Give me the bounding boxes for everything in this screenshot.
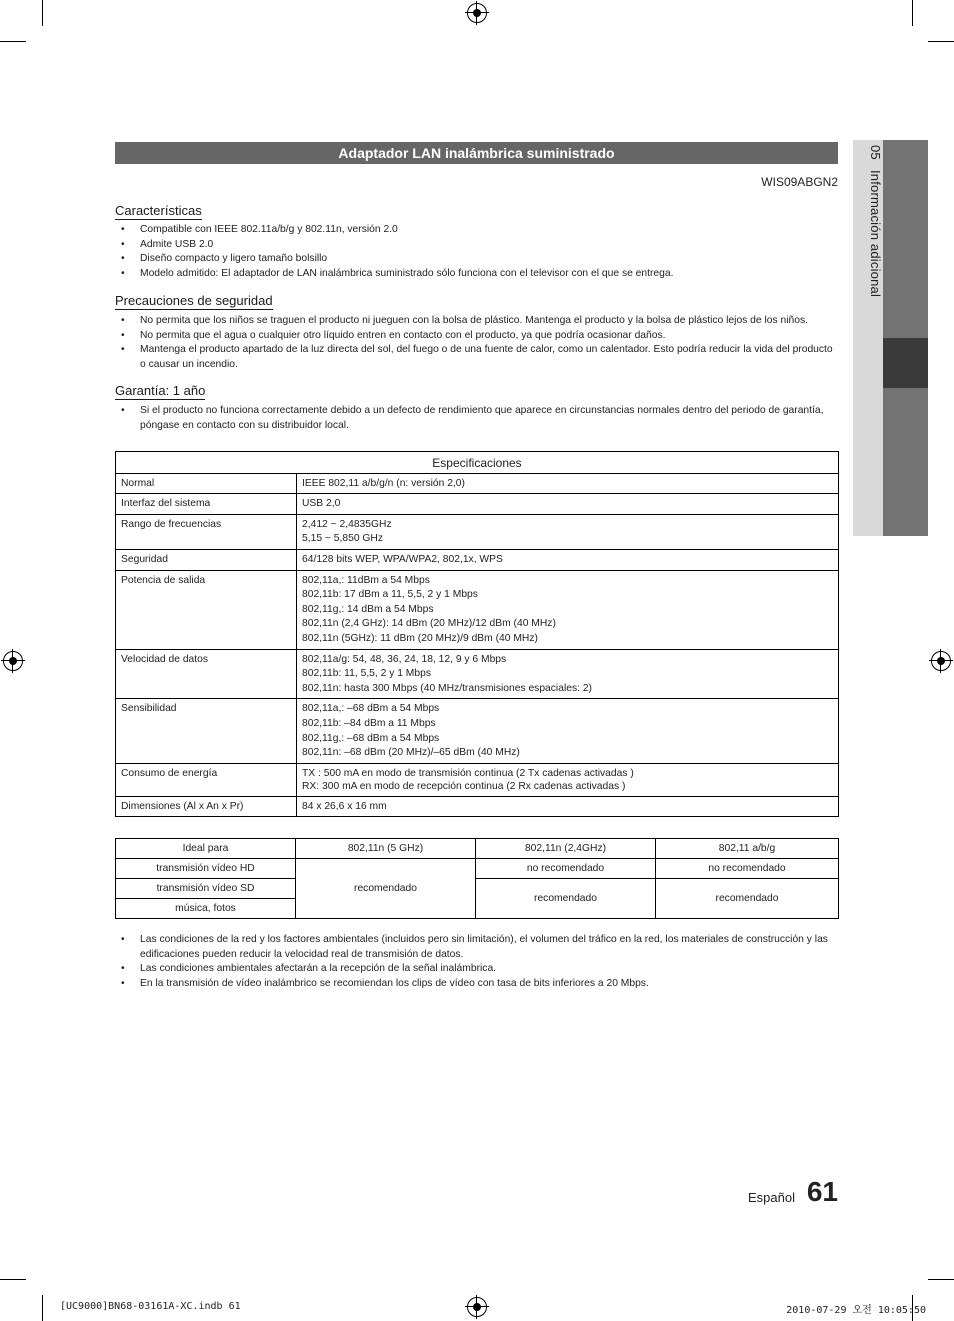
table-cell: no recomendado — [656, 859, 839, 879]
chapter-tab-marker — [883, 338, 928, 388]
table-header: 802,11n (2,4GHz) — [476, 839, 656, 859]
table-row — [116, 699, 839, 763]
spec-key: Rango de frecuencias — [116, 514, 297, 549]
chapter-title: Información adicional — [868, 169, 883, 297]
spec-key: Normal — [116, 473, 297, 494]
list-item: • Compatible con IEEE 802.11a/b/g y 802.11n, versión 2.0 — [115, 223, 835, 238]
list-item: • No permita que el agua o cualquier otro líquido entren en contacto con el producto, ya que podría ocasionar daños. — [115, 329, 835, 344]
list-item: • Las condiciones de la red y los factores ambientales (incluidos pero sin limitación), el volumen del tráfico en la red, los materiales de construcción y las edificaciones pueden reducir la velocidad real de transmisión de datos. — [115, 933, 835, 962]
section-title: Adaptador LAN inalámbrica suministrado — [115, 142, 838, 164]
list-item: • Modelo admitido: El adaptador de LAN inalámbrica suministrado sólo funciona con el televisor con el que se entrega. — [115, 267, 835, 282]
spec-value: TX : 500 mA en modo de transmisión continua (2 Tx cadenas activadas ) RX: 300 mA en modo de recepción continua (2 Rx cadenas activadas ) — [297, 763, 839, 796]
table-header-row — [116, 452, 839, 474]
table-row — [116, 649, 839, 699]
table-cell: recomendado — [476, 879, 656, 919]
crop-mark — [0, 1279, 26, 1280]
warranty-heading: Garantía: 1 año — [115, 383, 206, 398]
spec-key: Seguridad — [116, 549, 297, 570]
spec-value: 84 x 26,6 x 16 mm — [297, 796, 839, 817]
table-header: 802,11 a/b/g — [656, 839, 839, 859]
spec-key: Dimensiones (Al x An x Pr) — [116, 796, 297, 817]
chapter-number: 05 — [868, 145, 883, 160]
list-item: • Las condiciones ambientales afectarán a la recepción de la señal inalámbrica. — [115, 962, 835, 977]
warranty-list — [115, 404, 835, 433]
spec-value: 2,412 ~ 2,4835GHz 5,15 ~ 5,850 GHz — [297, 514, 839, 549]
spec-value: IEEE 802,11 a/b/g/n (n: versión 2,0) — [297, 473, 839, 494]
list-item: • En la transmisión de vídeo inalámbrico se recomiendan los clips de vídeo con tasa de bits inferiores a 20 Mbps. — [115, 977, 835, 992]
table-row — [116, 796, 839, 817]
registration-mark-icon — [467, 3, 487, 23]
spec-value: 64/128 bits WEP, WPA/WPA2, 802,1x, WPS — [297, 549, 839, 570]
spec-value: USB 2,0 — [297, 494, 839, 515]
table-row — [116, 859, 839, 879]
print-slug-date: 2010-07-29 오전 10:05:50 — [786, 1305, 926, 1316]
spec-key: Potencia de salida — [116, 570, 297, 649]
table-header: Especificaciones — [116, 452, 839, 474]
crop-mark — [42, 0, 43, 26]
row-label: música, fotos — [116, 899, 296, 919]
crop-mark — [0, 41, 26, 42]
safety-list — [115, 314, 835, 372]
table-cell: recomendado — [656, 879, 839, 919]
chapter-tab-dark — [883, 388, 928, 536]
spec-value: 802,11a,: –68 dBm a 54 Mbps 802,11b: –84 dBm a 11 Mbps 802,11g,: –68 dBm a 54 Mbps 802,11n: –68 dBm (20 MHz)/–65 dBm (40 MHz) — [297, 699, 839, 763]
notes-list — [115, 933, 835, 991]
table-header: Ideal para — [116, 839, 296, 859]
table-cell: recomendado — [296, 859, 476, 919]
registration-mark-icon — [3, 651, 23, 671]
registration-mark-icon — [931, 651, 951, 671]
model-number: WIS09ABGN2 — [761, 175, 838, 189]
list-item: • No permita que los niños se traguen el producto ni jueguen con la bolsa de plástico. Mantenga el producto y la bolsa de plástico lejos de los niños. — [115, 314, 835, 329]
table-header-row — [116, 839, 839, 859]
spec-value: 802,11a,: 11dBm a 54 Mbps 802,11b: 17 dBm a 11, 5,5, 2 y 1 Mbps 802,11g,: 14 dBm a 54 Mbps 802,11n (2,4 GHz): 14 dBm (20 MHz)/12 dBm (40 MHz) 802,11n (5GHz): 11 dBm (20 MHz)/9 dBm (40 MHz) — [297, 570, 839, 649]
print-slug-file: [UC9000]BN68-03161A-XC.indb 61 — [60, 1301, 241, 1312]
footer-language: Español — [748, 1190, 795, 1205]
table-row — [116, 514, 839, 549]
spec-key: Interfaz del sistema — [116, 494, 297, 515]
list-item: • Diseño compacto y ligero tamaño bolsillo — [115, 252, 835, 267]
crop-mark — [928, 41, 954, 42]
spec-key: Sensibilidad — [116, 699, 297, 763]
table-row — [116, 879, 839, 899]
table-row — [116, 549, 839, 570]
list-item: • Admite USB 2.0 — [115, 238, 835, 253]
table-row — [116, 763, 839, 796]
crop-mark — [42, 1295, 43, 1321]
specifications-table — [115, 451, 839, 817]
spec-key: Velocidad de datos — [116, 649, 297, 699]
table-row — [116, 570, 839, 649]
crop-mark — [912, 0, 913, 26]
chapter-tab-dark — [883, 140, 928, 338]
chapter-label — [853, 145, 883, 345]
list-item: • Si el producto no funciona correctamente debido a un defecto de rendimiento que aparece en circunstancias normales dentro del periodo de garantía, póngase en contacto con su distribuidor local. — [115, 404, 835, 433]
row-label: transmisión vídeo HD — [116, 859, 296, 879]
safety-heading: Precauciones de seguridad — [115, 293, 273, 308]
table-cell: no recomendado — [476, 859, 656, 879]
registration-mark-icon — [467, 1297, 487, 1317]
usage-table — [115, 838, 839, 919]
row-label: transmisión vídeo SD — [116, 879, 296, 899]
table-header: 802,11n (5 GHz) — [296, 839, 476, 859]
features-heading: Características — [115, 203, 202, 218]
list-item: • Mantenga el producto apartado de la luz directa del sol, del fuego o de una fuente de calor, como un calentador. Esto podría reducir la vida del producto o causar un incendio. — [115, 343, 835, 372]
table-row — [116, 494, 839, 515]
spec-key: Consumo de energía — [116, 763, 297, 796]
table-row — [116, 473, 839, 494]
page-number: 61 — [806, 1176, 838, 1207]
crop-mark — [928, 1279, 954, 1280]
spec-value: 802,11a/g: 54, 48, 36, 24, 18, 12, 9 y 6 Mbps 802,11b: 11, 5,5, 2 y 1 Mbps 802,11n: hasta 300 Mbps (40 MHz/transmisiones espaciales: 2) — [297, 649, 839, 699]
features-list — [115, 223, 835, 281]
